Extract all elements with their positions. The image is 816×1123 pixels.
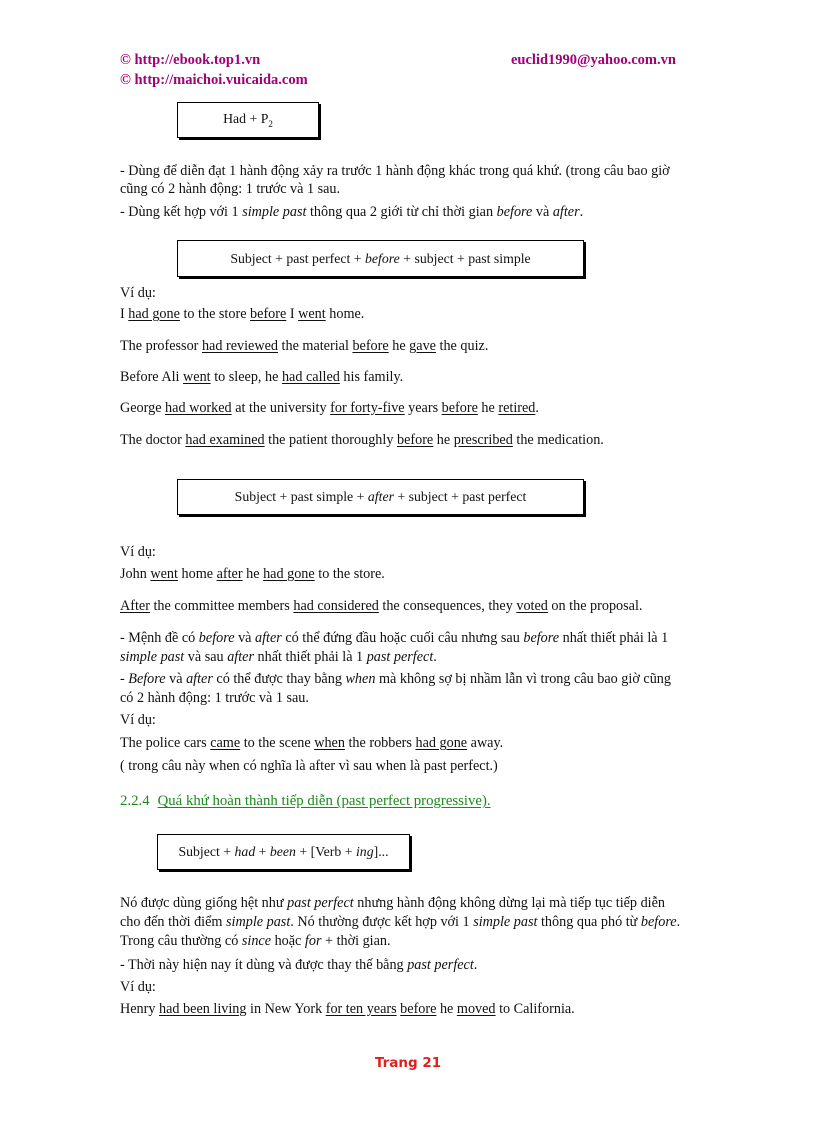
example-sentence: Henry had been living in New York for ten years before he moved to California. <box>120 1001 575 1017</box>
section-title[interactable]: Quá khứ hoàn thành tiếp diễn (past perfect progressive). <box>157 793 491 809</box>
formula-text: Had + $P_2$ <box>223 111 273 129</box>
formula-box-had-p2 <box>177 102 319 138</box>
example-label: Ví dụ: <box>120 712 156 728</box>
section-heading[interactable] <box>120 793 491 810</box>
page-number: Trang 21 <box>374 1055 442 1071</box>
para-line: - Thời này hiện nay ít dùng và được thay thế bằng past perfect. <box>120 957 478 973</box>
example-sentence: John went home after he had gone to the store. <box>120 566 385 582</box>
note-line: - Before và after có thể được thay bằng when mà không sợ bị nhầm lẫn vì trong câu bao giờ cũng <box>120 671 671 687</box>
example-sentence: The doctor had examined the patient thoroughly before he prescribed the medication. <box>120 432 604 448</box>
formula-text: Subject + past simple + after + subject + past perfect <box>234 489 527 504</box>
example-sentence: I had gone to the store before I went home. <box>120 306 365 322</box>
section-number: 2.2.4 <box>120 793 150 809</box>
example-sentence: George had worked at the university for forty-five years before he retired. <box>120 400 539 416</box>
header-link-maichoi[interactable]: © http://maichoi.vuicaida.com <box>120 72 308 88</box>
example-note: ( trong câu này when có nghĩa là after vì sau when là past perfect.) <box>120 758 498 774</box>
para-line: Nó được dùng giống hệt như past perfect nhưng hành động không dừng lại mà tiếp tục tiếp diễn <box>120 895 665 911</box>
formula-box-progressive <box>157 834 410 870</box>
example-label: Ví dụ: <box>120 979 156 995</box>
formula-text: Subject + had + been + [Verb + ing]... <box>178 844 389 859</box>
formula-box-before <box>177 240 584 277</box>
formula-text: Subject + past perfect + before + subject + past simple <box>230 250 531 266</box>
example-sentence: The police cars came to the scene when the robbers had gone away. <box>120 735 504 751</box>
example-label: Ví dụ: <box>120 544 156 560</box>
formula-box-after <box>177 479 584 515</box>
note-line: simple past và sau after nhất thiết phải là 1 past perfect. <box>120 649 437 665</box>
intro-line-1: - Dùng để diễn đạt 1 hành động xảy ra trước 1 hành động khác trong quá khứ. (trong câu bao giờ <box>120 163 670 179</box>
example-sentence: After the committee members had considered the consequences, they voted on the proposal. <box>120 598 643 614</box>
header-email[interactable]: euclid1990@yahoo.com.vn <box>511 52 676 68</box>
intro-line-2: cũng có 2 hành động: 1 trước và 1 sau. <box>120 181 341 197</box>
intro-line-3: - Dùng kết hợp với 1 simple past thông qua 2 giới từ chỉ thời gian before và after. <box>120 204 584 220</box>
example-sentence: Before Ali went to sleep, he had called his family. <box>120 369 404 385</box>
para-line: Trong câu thường có since hoặc for + thời gian. <box>120 933 391 949</box>
example-sentence: The professor had reviewed the material before he gave the quiz. <box>120 338 489 354</box>
example-label: Ví dụ: <box>120 285 156 301</box>
para-line: cho đến thời điểm simple past. Nó thường được kết hợp với 1 simple past thông qua phó từ before. <box>120 914 681 930</box>
note-line: có 2 hành động: 1 trước và 1 sau. <box>120 690 309 706</box>
note-line: - Mệnh đề có before và after có thể đứng đầu hoặc cuối câu nhưng sau before nhất thiết phải là 1 <box>120 630 669 646</box>
header-link-ebook[interactable]: © http://ebook.top1.vn <box>120 52 261 68</box>
